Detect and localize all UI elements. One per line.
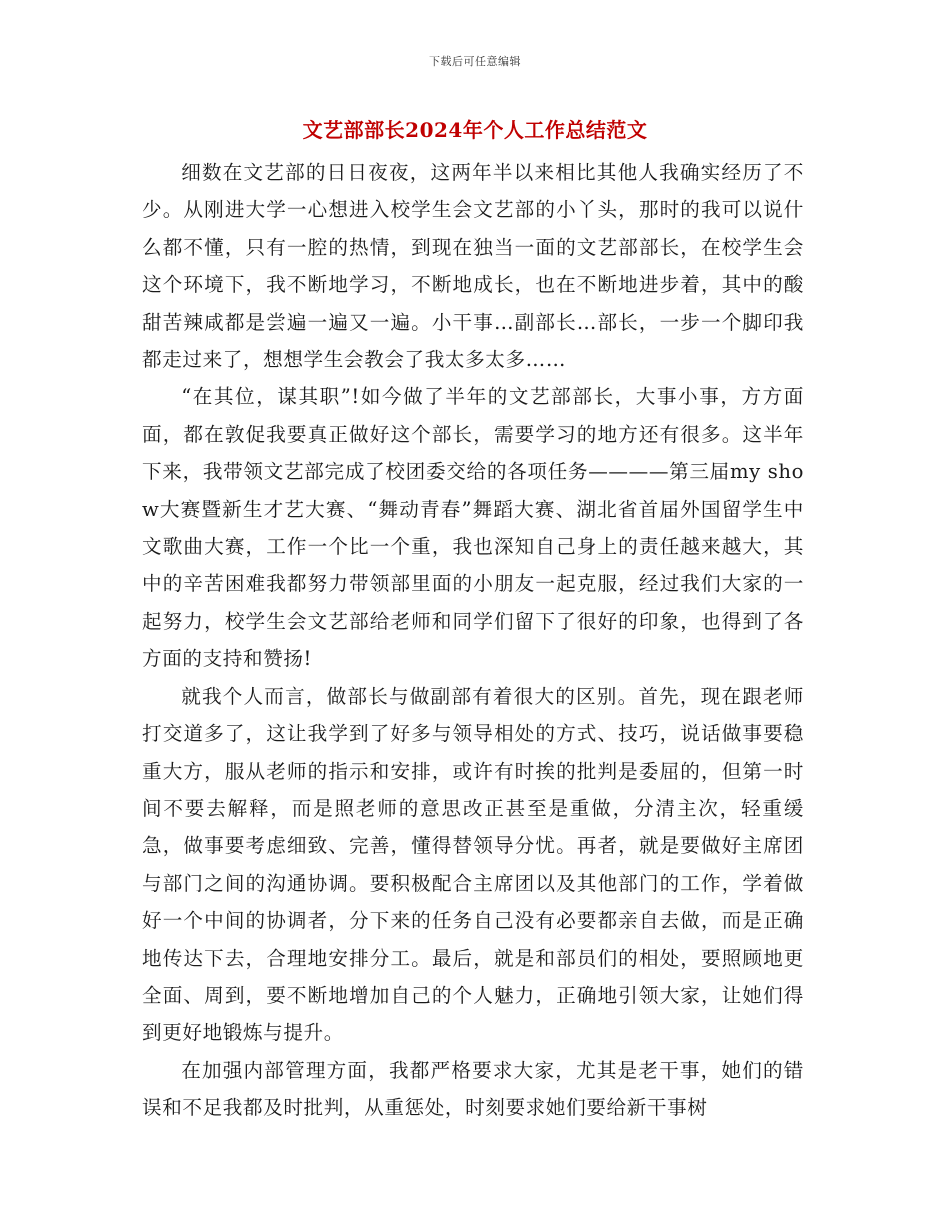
document-body xyxy=(142,154,804,1127)
paragraph-1: 细数在文艺部的日日夜夜，这两年半以来相比其他人我确实经历了不少。从刚进大学一心想进入校学生会文艺部的小丫头，那时的我可以说什么都不懂，只有一腔的热情，到现在独当一面的文艺部部长，在校学生会这个环境下，我不断地学习，不断地成长，也在不断地进步着，其中的酸甜苦辣咸都是尝遍一遍又一遍。小干事…副部长…部长，一步一个脚印我都走过来了，想想学生会教会了我太多太多…… xyxy=(142,161,804,372)
paragraph-4: 在加强内部管理方面，我都严格要求大家，尤其是老干事，她们的错误和不足我都及时批判，从重惩处，时刻要求她们要给新干事树 xyxy=(142,1058,804,1120)
paragraph-2: “在其位，谋其职”!如今做了半年的文艺部部长，大事小事，方方面面，都在敦促我要真正做好这个部长，需要学习的地方还有很多。这半年下来，我带领文艺部完成了校团委交给的各项任务————第三届my show大赛暨新生才艺大赛、“舞动青春”舞蹈大赛、湖北省首届外国留学生中文歌曲大赛，工作一个比一个重，我也深知自己身上的责任越来越大，其中的辛苦困难我都努力带领部里面的小朋友一起克服，经过我们大家的一起努力，校学生会文艺部给老师和同学们留下了很好的印象，也得到了各方面的支持和赞扬! xyxy=(142,385,804,671)
header-note: 下载后可任意编辑 xyxy=(429,55,521,68)
paragraph-3: 就我个人而言，做部长与做副部有着很大的区别。首先，现在跟老师打交道多了，这让我学到了好多与领导相处的方式、技巧，说话做事要稳重大方，服从老师的指示和安排，或许有时挨的批判是委屈的，但第一时间不要去解释，而是照老师的意思改正甚至是重做，分清主次，轻重缓急，做事要考虑细致、完善，懂得替领导分忧。再者，就是要做好主席团与部门之间的沟通协调。要积极配合主席团以及其他部门的工作，学着做好一个中间的协调者，分下来的任务自己没有必要都亲自去做，而是正确地传达下去，合理地安排分工。最后，就是和部员们的相处，要照顾地更全面、周到，要不断地增加自己的个人魅力，正确地引领大家，让她们得到更好地锻炼与提升。 xyxy=(142,684,804,1045)
document-title: 文艺部部长2024年个人工作总结范文 xyxy=(302,118,648,142)
